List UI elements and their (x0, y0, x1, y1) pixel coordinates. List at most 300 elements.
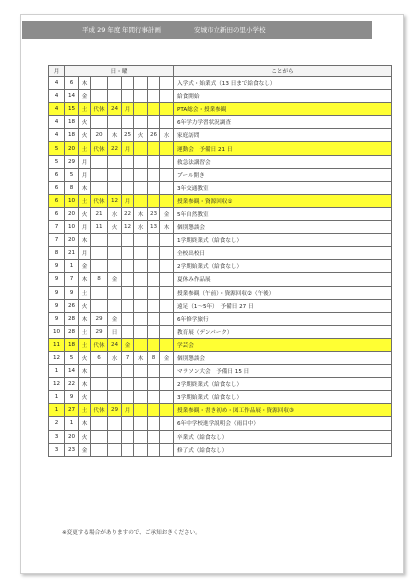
event-cell: 授業参観（午前）・資源回収②（午後） (174, 286, 392, 299)
extra-day-cell (160, 90, 174, 103)
extra-day-cell (134, 417, 148, 430)
day-cell: 20 (65, 207, 79, 220)
day-cell: 1 (65, 260, 79, 273)
extra-day-cell (148, 116, 160, 129)
day-cell: 18 (65, 129, 79, 142)
extra-day-cell (108, 181, 122, 194)
table-row (49, 90, 392, 103)
extra-day-cell (134, 155, 148, 168)
weekday-cell: 金 (79, 90, 91, 103)
extra-day-cell (108, 365, 122, 378)
extra-day-cell (134, 90, 148, 103)
schedule-table (48, 65, 392, 457)
extra-day-cell (108, 260, 122, 273)
day-cell: 23 (65, 443, 79, 456)
event-cell: 3学期始業式（給食なし） (174, 391, 392, 404)
day-cell: 21 (65, 247, 79, 260)
extra-day-cell: 12 (108, 194, 122, 207)
column-event: ことがら (174, 66, 392, 77)
table-row (49, 234, 392, 247)
extra-day-cell (148, 90, 160, 103)
extra-day-cell: 金 (160, 207, 174, 220)
table-row (49, 194, 392, 207)
extra-day-cell (91, 155, 108, 168)
day-cell: 18 (65, 116, 79, 129)
extra-day-cell (160, 299, 174, 312)
month-cell: 6 (49, 207, 65, 220)
extra-day-cell (160, 155, 174, 168)
extra-day-cell (91, 365, 108, 378)
extra-day-cell: 木 (108, 129, 122, 142)
event-cell: PTA総会・授業参観 (174, 103, 392, 116)
weekday-cell: 木 (79, 181, 91, 194)
month-cell: 10 (49, 325, 65, 338)
month-cell: 6 (49, 181, 65, 194)
month-cell: 8 (49, 247, 65, 260)
day-cell: 5 (65, 351, 79, 364)
day-cell: 28 (65, 312, 79, 325)
extra-day-cell (134, 299, 148, 312)
extra-day-cell (134, 77, 148, 90)
weekday-cell: 火 (79, 299, 91, 312)
extra-day-cell: 29 (91, 325, 108, 338)
fiscal-year: 平成 29 年度 (82, 26, 121, 34)
extra-day-cell: 代休 (91, 404, 108, 417)
extra-day-cell (134, 234, 148, 247)
extra-day-cell (148, 299, 160, 312)
extra-day-cell (91, 77, 108, 90)
extra-day-cell (122, 378, 134, 391)
extra-day-cell (122, 260, 134, 273)
event-cell: 家庭訪問 (174, 129, 392, 142)
weekday-cell: 金 (79, 443, 91, 456)
extra-day-cell: 日 (108, 325, 122, 338)
extra-day-cell (134, 365, 148, 378)
extra-day-cell (108, 443, 122, 456)
extra-day-cell (122, 155, 134, 168)
weekday-cell: 火 (79, 207, 91, 220)
event-cell: 6年学力学習状況調査 (174, 116, 392, 129)
extra-day-cell (134, 103, 148, 116)
month-cell: 5 (49, 142, 65, 155)
table-row (49, 207, 392, 220)
event-cell: 3年交通教室 (174, 181, 392, 194)
extra-day-cell (134, 404, 148, 417)
extra-day-cell: 6 (91, 351, 108, 364)
extra-day-cell (160, 103, 174, 116)
extra-day-cell (134, 142, 148, 155)
extra-day-cell (91, 234, 108, 247)
extra-day-cell (122, 299, 134, 312)
event-cell: 全校出校日 (174, 247, 392, 260)
month-cell: 11 (49, 338, 65, 351)
day-cell: 20 (65, 430, 79, 443)
extra-day-cell: 月 (122, 194, 134, 207)
extra-day-cell (122, 90, 134, 103)
weekday-cell: 木 (79, 273, 91, 286)
extra-day-cell (148, 142, 160, 155)
extra-day-cell (148, 430, 160, 443)
event-cell: マラソン大会 予備日 15 日 (174, 365, 392, 378)
extra-day-cell (91, 443, 108, 456)
extra-day-cell (122, 325, 134, 338)
extra-day-cell (91, 430, 108, 443)
extra-day-cell: 24 (108, 338, 122, 351)
event-cell: 夏休み作品展 (174, 273, 392, 286)
extra-day-cell: 23 (148, 207, 160, 220)
extra-day-cell: 金 (108, 312, 122, 325)
month-cell: 9 (49, 260, 65, 273)
month-cell: 12 (49, 378, 65, 391)
weekday-cell: 月 (79, 168, 91, 181)
extra-day-cell (160, 391, 174, 404)
event-cell: 授業参観・書き初め・図工作品展・資源回収③ (174, 404, 392, 417)
table-row (49, 299, 392, 312)
extra-day-cell: 20 (91, 129, 108, 142)
extra-day-cell: 水 (160, 129, 174, 142)
extra-day-cell (148, 365, 160, 378)
table-row (49, 312, 392, 325)
table-row (49, 181, 392, 194)
extra-day-cell (122, 365, 134, 378)
extra-day-cell (108, 299, 122, 312)
extra-day-cell (108, 90, 122, 103)
extra-day-cell (160, 417, 174, 430)
extra-day-cell: 水 (134, 221, 148, 234)
extra-day-cell (160, 142, 174, 155)
weekday-cell: 火 (79, 116, 91, 129)
extra-day-cell (160, 378, 174, 391)
extra-day-cell: 月 (122, 103, 134, 116)
extra-day-cell (91, 391, 108, 404)
extra-day-cell: 8 (91, 273, 108, 286)
table-row (49, 286, 392, 299)
extra-day-cell (91, 417, 108, 430)
extra-day-cell (148, 77, 160, 90)
extra-day-cell (134, 286, 148, 299)
school-name: 安城市立新田の里小学校 (194, 26, 266, 34)
extra-day-cell (148, 234, 160, 247)
extra-day-cell (148, 286, 160, 299)
extra-day-cell (134, 116, 148, 129)
month-cell: 4 (49, 90, 65, 103)
table-row (49, 103, 392, 116)
event-cell: 学芸会 (174, 338, 392, 351)
extra-day-cell: 29 (91, 312, 108, 325)
weekday-cell: 火 (79, 430, 91, 443)
day-cell: 14 (65, 365, 79, 378)
extra-day-cell (91, 260, 108, 273)
event-cell: 教育展（デンパーク） (174, 325, 392, 338)
extra-day-cell (134, 273, 148, 286)
extra-day-cell: 火 (134, 129, 148, 142)
extra-day-cell (134, 391, 148, 404)
month-cell: 6 (49, 194, 65, 207)
weekday-cell: 金 (79, 260, 91, 273)
day-cell: 9 (65, 286, 79, 299)
extra-day-cell (160, 273, 174, 286)
extra-day-cell (91, 286, 108, 299)
event-cell: 修了式（給食なし） (174, 443, 392, 456)
event-cell: 救急法講習会 (174, 155, 392, 168)
day-cell: 6 (65, 77, 79, 90)
extra-day-cell (148, 417, 160, 430)
day-cell: 14 (65, 90, 79, 103)
extra-day-cell (160, 181, 174, 194)
month-cell: 9 (49, 273, 65, 286)
extra-day-cell: 水 (108, 351, 122, 364)
extra-day-cell (160, 168, 174, 181)
extra-day-cell (122, 234, 134, 247)
extra-day-cell: 8 (148, 351, 160, 364)
event-cell: 給食開始 (174, 90, 392, 103)
extra-day-cell (134, 194, 148, 207)
extra-day-cell (134, 168, 148, 181)
extra-day-cell (160, 234, 174, 247)
event-cell: 授業参観・資源回収① (174, 194, 392, 207)
extra-day-cell (148, 273, 160, 286)
weekday-cell: 土 (79, 404, 91, 417)
extra-day-cell (148, 378, 160, 391)
month-cell: 1 (49, 404, 65, 417)
extra-day-cell (160, 338, 174, 351)
extra-day-cell (108, 168, 122, 181)
table-row (49, 338, 392, 351)
extra-day-cell: 金 (108, 273, 122, 286)
extra-day-cell (134, 247, 148, 260)
extra-day-cell (91, 116, 108, 129)
extra-day-cell (122, 168, 134, 181)
weekday-cell: 土 (79, 325, 91, 338)
day-cell: 9 (65, 391, 79, 404)
event-cell: 1学期終業式（給食なし） (174, 234, 392, 247)
title-bar (22, 21, 372, 39)
extra-day-cell (160, 260, 174, 273)
extra-day-cell: 代休 (91, 194, 108, 207)
extra-day-cell: 金 (160, 351, 174, 364)
month-cell: 5 (49, 155, 65, 168)
plan-title: 年間行事計画 (122, 26, 161, 34)
weekday-cell: 土 (79, 142, 91, 155)
extra-day-cell (122, 273, 134, 286)
day-cell: 27 (65, 404, 79, 417)
extra-day-cell (148, 194, 160, 207)
table-row (49, 142, 392, 155)
weekday-cell: 木 (79, 77, 91, 90)
extra-day-cell (160, 404, 174, 417)
weekday-cell: 木 (79, 234, 91, 247)
extra-day-cell (134, 325, 148, 338)
extra-day-cell: 24 (108, 103, 122, 116)
weekday-cell: 土 (79, 103, 91, 116)
extra-day-cell: 11 (91, 221, 108, 234)
extra-day-cell: 水 (108, 207, 122, 220)
month-cell: 4 (49, 129, 65, 142)
extra-day-cell (122, 77, 134, 90)
extra-day-cell (148, 404, 160, 417)
extra-day-cell (91, 168, 108, 181)
month-cell: 12 (49, 351, 65, 364)
day-cell: 15 (65, 103, 79, 116)
extra-day-cell (148, 325, 160, 338)
extra-day-cell (160, 247, 174, 260)
month-cell: 7 (49, 221, 65, 234)
extra-day-cell: 火 (108, 221, 122, 234)
extra-day-cell (148, 391, 160, 404)
table-row (49, 129, 392, 142)
day-cell: 5 (65, 168, 79, 181)
extra-day-cell (148, 168, 160, 181)
extra-day-cell (108, 286, 122, 299)
day-cell: 26 (65, 299, 79, 312)
extra-day-cell (122, 286, 134, 299)
extra-day-cell: 木 (134, 351, 148, 364)
month-cell: 4 (49, 77, 65, 90)
weekday-cell: 火 (79, 391, 91, 404)
extra-day-cell: 木 (134, 207, 148, 220)
month-cell: 4 (49, 103, 65, 116)
day-cell: 8 (65, 181, 79, 194)
extra-day-cell (160, 443, 174, 456)
extra-day-cell (91, 90, 108, 103)
month-cell: 1 (49, 391, 65, 404)
footnote: ※変更する場合がありますので、ご承知おきください。 (62, 530, 201, 536)
extra-day-cell (122, 312, 134, 325)
extra-day-cell (160, 116, 174, 129)
event-cell: 6年修学旅行 (174, 312, 392, 325)
table-row (49, 404, 392, 417)
extra-day-cell (108, 155, 122, 168)
table-row (49, 430, 392, 443)
month-cell: 6 (49, 168, 65, 181)
table-row (49, 116, 392, 129)
extra-day-cell: 22 (122, 207, 134, 220)
extra-day-cell (148, 443, 160, 456)
extra-day-cell (108, 417, 122, 430)
extra-day-cell (108, 247, 122, 260)
extra-day-cell: 代休 (91, 142, 108, 155)
event-cell: 個別懇談会 (174, 351, 392, 364)
extra-day-cell: 金 (122, 338, 134, 351)
event-cell: 卒業式（給食なし） (174, 430, 392, 443)
extra-day-cell (122, 443, 134, 456)
event-cell: 運動会 予備日 21 日 (174, 142, 392, 155)
day-cell: 20 (65, 234, 79, 247)
extra-day-cell (148, 181, 160, 194)
table-row (49, 351, 392, 364)
event-cell: 2学期終業式（給食なし） (174, 378, 392, 391)
table-row (49, 443, 392, 456)
extra-day-cell (91, 247, 108, 260)
extra-day-cell: 月 (122, 404, 134, 417)
day-cell: 10 (65, 194, 79, 207)
month-cell: 9 (49, 299, 65, 312)
day-cell: 10 (65, 221, 79, 234)
weekday-cell: 火 (79, 129, 91, 142)
table-row (49, 325, 392, 338)
weekday-cell: 火 (79, 351, 91, 364)
weekday-cell: 木 (79, 312, 91, 325)
month-cell: 7 (49, 234, 65, 247)
table-row (49, 365, 392, 378)
extra-day-cell (122, 181, 134, 194)
table-row (49, 391, 392, 404)
day-cell: 28 (65, 325, 79, 338)
extra-day-cell: 代休 (91, 103, 108, 116)
extra-day-cell (108, 116, 122, 129)
day-cell: 22 (65, 378, 79, 391)
table-row (49, 221, 392, 234)
extra-day-cell: 25 (122, 129, 134, 142)
event-cell: 2学期始業式（給食なし） (174, 260, 392, 273)
extra-day-cell: 12 (122, 221, 134, 234)
extra-day-cell (134, 181, 148, 194)
weekday-cell: 土 (79, 338, 91, 351)
extra-day-cell (160, 325, 174, 338)
extra-day-cell (148, 103, 160, 116)
extra-day-cell (134, 378, 148, 391)
month-cell: 1 (49, 365, 65, 378)
table-row (49, 417, 392, 430)
extra-day-cell (122, 430, 134, 443)
weekday-cell: 木 (79, 417, 91, 430)
extra-day-cell (122, 116, 134, 129)
extra-day-cell (148, 338, 160, 351)
header-row (49, 66, 392, 77)
extra-day-cell (122, 391, 134, 404)
extra-day-cell (91, 299, 108, 312)
extra-day-cell (160, 365, 174, 378)
extra-day-cell: 21 (91, 207, 108, 220)
extra-day-cell (160, 312, 174, 325)
extra-day-cell (160, 77, 174, 90)
month-cell: 2 (49, 417, 65, 430)
event-cell: 5年自然教室 (174, 207, 392, 220)
extra-day-cell: 月 (122, 142, 134, 155)
extra-day-cell (134, 260, 148, 273)
event-cell: 6年中学校進学説明会（雨目中） (174, 417, 392, 430)
month-cell: 9 (49, 286, 65, 299)
extra-day-cell (160, 194, 174, 207)
extra-day-cell (108, 430, 122, 443)
event-cell: 個別懇談会 (174, 221, 392, 234)
extra-day-cell (108, 391, 122, 404)
day-cell: 18 (65, 338, 79, 351)
extra-day-cell (134, 443, 148, 456)
event-cell: プール開き (174, 168, 392, 181)
extra-day-cell (134, 338, 148, 351)
extra-day-cell (134, 312, 148, 325)
extra-day-cell (160, 286, 174, 299)
weekday-cell: 月 (79, 247, 91, 260)
day-cell: 20 (65, 142, 79, 155)
extra-day-cell: 7 (122, 351, 134, 364)
table-row (49, 77, 392, 90)
weekday-cell: 木 (79, 365, 91, 378)
month-cell: 3 (49, 430, 65, 443)
weekday-cell: 木 (79, 378, 91, 391)
extra-day-cell: 代休 (91, 338, 108, 351)
extra-day-cell (148, 155, 160, 168)
extra-day-cell (108, 77, 122, 90)
day-cell: 1 (65, 417, 79, 430)
extra-day-cell (122, 247, 134, 260)
weekday-cell: 月 (79, 221, 91, 234)
weekday-cell: 月 (79, 155, 91, 168)
month-cell: 9 (49, 312, 65, 325)
day-cell: 7 (65, 273, 79, 286)
day-cell: 29 (65, 155, 79, 168)
